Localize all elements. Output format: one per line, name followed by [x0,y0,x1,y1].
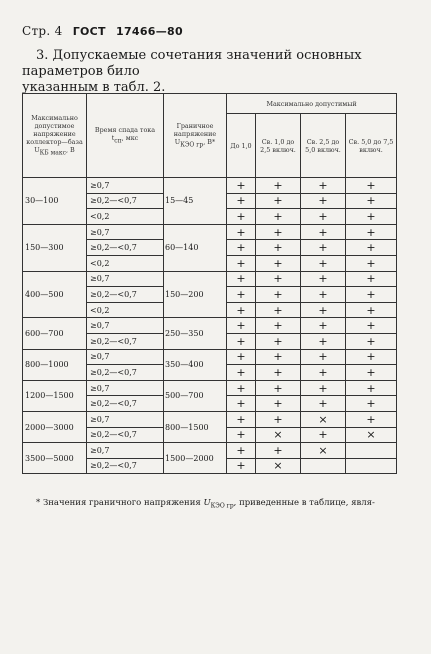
mark-cell: + [256,380,301,396]
table-row [23,349,397,365]
mark-cell: + [256,365,301,381]
mark-cell: + [256,318,301,334]
mark-cell: + [227,255,256,271]
fall-time: ≥0,2—<0,7 [87,396,164,412]
boundary-voltage: 500—700 [164,380,227,411]
parameters-table [22,93,397,474]
group-header: Максимально допустимый [227,94,397,114]
table-row [23,224,397,240]
mark-cell: + [346,224,397,240]
mark-cell [346,443,397,459]
mark-cell: + [346,349,397,365]
boundary-voltage: 150—200 [164,271,227,318]
mark-cell: + [301,302,346,318]
mark-cell: + [346,365,397,381]
mark-cell: + [301,380,346,396]
mark-cell: + [256,255,301,271]
mark-cell: + [301,333,346,349]
boundary-voltage: 60—140 [164,224,227,271]
mark-cell: + [346,411,397,427]
mark-cell: + [227,365,256,381]
col-header-fall-time: Время спада тока tсп, мкс [87,94,164,178]
mark-cell: + [256,302,301,318]
mark-cell: + [227,333,256,349]
mark-cell: × [256,458,301,474]
mark-cell: + [301,178,346,194]
mark-cell: + [301,209,346,225]
mark-cell: + [346,209,397,225]
mark-cell: × [301,411,346,427]
fall-time: ≥0,2—<0,7 [87,240,164,256]
collector-range: 150—300 [23,224,87,271]
mark-cell: + [346,255,397,271]
page-label: Стр. [22,24,51,38]
fall-time: ≥0,2—<0,7 [87,365,164,381]
mark-cell: + [227,443,256,459]
mark-cell: + [346,193,397,209]
mark-cell: + [256,240,301,256]
mark-cell: + [227,193,256,209]
collector-range: 800—1000 [23,349,87,380]
intro-paragraph [22,48,417,96]
fall-time: ≥0,2—<0,7 [87,427,164,443]
mark-cell: + [227,458,256,474]
collector-range: 3500—5000 [23,443,87,474]
standard-label: ГОСТ [72,25,106,38]
mark-cell: + [256,178,301,194]
mark-cell: + [227,396,256,412]
footnote: * Значения граничного напряжения $U_{КЭО гр}$, приведенные в таблице, явля- [36,498,375,510]
fall-time: ≥0,7 [87,380,164,396]
collector-range: 400—500 [23,271,87,318]
mark-cell: + [227,287,256,303]
mark-cell: + [301,349,346,365]
mark-cell: + [301,240,346,256]
boundary-voltage: 350—400 [164,349,227,380]
fall-time: ≥0,7 [87,349,164,365]
sub-header-2: Св. 1,0 до 2,5 включ. [256,114,301,178]
mark-cell: + [301,318,346,334]
collector-range: 1200—1500 [23,380,87,411]
mark-cell: + [227,380,256,396]
table-row [23,178,397,194]
collector-range: 2000—3000 [23,411,87,442]
standard-number: 17466—80 [115,25,183,38]
table-row [23,271,397,287]
fall-time: ≥0,2—<0,7 [87,458,164,474]
mark-cell: + [301,396,346,412]
mark-cell: + [301,271,346,287]
mark-cell [301,458,346,474]
mark-cell: + [301,193,346,209]
sub-header-1: До 1,0 [227,114,256,178]
intro-line-1: 3. Допускаемые сочетания значений основных параметров било [22,48,362,79]
mark-cell: + [227,302,256,318]
mark-cell: + [256,411,301,427]
sub-header-3: Св. 2,5 до 5,0 включ. [301,114,346,178]
mark-cell: + [256,396,301,412]
mark-cell: + [227,427,256,443]
mark-cell: + [301,224,346,240]
mark-cell: + [301,255,346,271]
fall-time: ≥0,7 [87,411,164,427]
fall-time: <0,2 [87,255,164,271]
mark-cell [346,458,397,474]
boundary-voltage: 800—1500 [164,411,227,442]
fall-time: ≥0,7 [87,443,164,459]
mark-cell: + [256,443,301,459]
fall-time: ≥0,7 [87,271,164,287]
mark-cell: + [346,240,397,256]
mark-cell: + [346,302,397,318]
mark-cell: + [256,193,301,209]
mark-cell: + [301,365,346,381]
fall-time: ≥0,2—<0,7 [87,333,164,349]
mark-cell: + [346,396,397,412]
fall-time: <0,2 [87,302,164,318]
mark-cell: × [301,443,346,459]
mark-cell: + [227,411,256,427]
collector-range: 600—700 [23,318,87,349]
boundary-voltage: 15—45 [164,178,227,225]
mark-cell: + [227,271,256,287]
mark-cell: + [346,318,397,334]
table-row [23,443,397,459]
mark-cell: + [346,333,397,349]
mark-cell: + [227,224,256,240]
mark-cell: + [301,287,346,303]
page-header [22,24,183,38]
fall-time: ≥0,7 [87,178,164,194]
table-row [23,318,397,334]
mark-cell: + [346,380,397,396]
intro-line-2: указанным в табл. 2. [22,80,166,95]
mark-cell: + [256,287,301,303]
collector-range: 30—100 [23,178,87,225]
mark-cell: + [256,209,301,225]
mark-cell: + [256,224,301,240]
mark-cell: + [227,178,256,194]
fall-time: ≥0,2—<0,7 [87,193,164,209]
fall-time: <0,2 [87,209,164,225]
mark-cell: + [346,271,397,287]
fall-time: ≥0,2—<0,7 [87,287,164,303]
mark-cell: + [227,209,256,225]
mark-cell: + [256,349,301,365]
mark-cell: + [346,178,397,194]
table-row [23,380,397,396]
page-number: 4 [54,24,63,38]
mark-cell: + [227,240,256,256]
boundary-voltage: 1500—2000 [164,443,227,474]
mark-cell: + [301,427,346,443]
mark-cell: + [227,349,256,365]
fall-time: ≥0,7 [87,318,164,334]
table-row [23,411,397,427]
fall-time: ≥0,7 [87,224,164,240]
mark-cell: × [346,427,397,443]
mark-cell: + [256,271,301,287]
mark-cell: × [256,427,301,443]
col-header-boundary-voltage: Граничное напряжение UКЭО гр, В* [164,94,227,178]
boundary-voltage: 250—350 [164,318,227,349]
mark-cell: + [256,333,301,349]
sub-header-4: Св. 5,0 до 7,5 включ. [346,114,397,178]
mark-cell: + [227,318,256,334]
col-header-collector: Максимально допустимое напряжение коллектор—база UКБ макс, В [23,94,87,178]
mark-cell: + [346,287,397,303]
